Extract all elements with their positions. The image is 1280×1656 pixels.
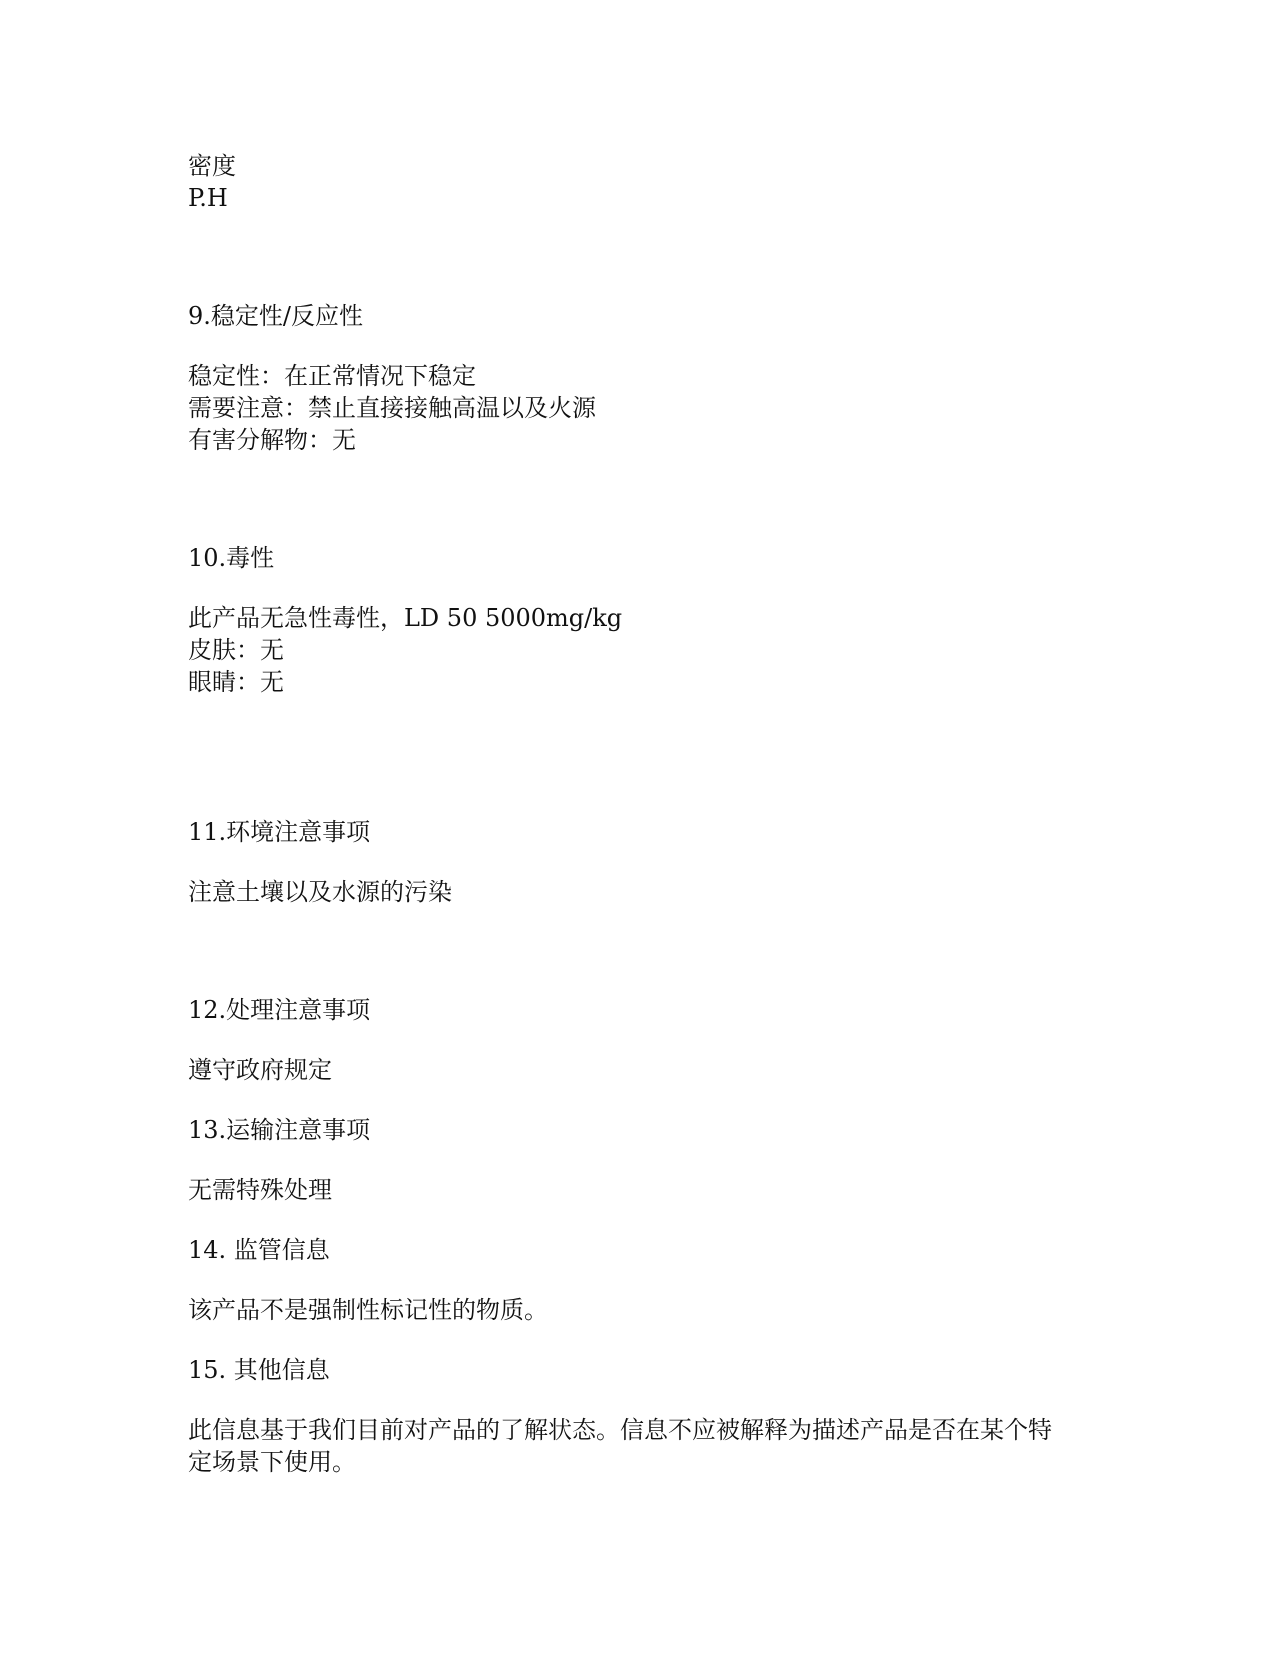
- decomposition-line: 有害分解物：无: [188, 426, 356, 454]
- stability-line: 稳定性：在正常情况下稳定: [188, 362, 476, 390]
- section-9-heading: 9.稳定性/反应性: [188, 302, 363, 330]
- toxicity-line: 此产品无急性毒性，LD 50 5000mg/kg: [188, 604, 623, 632]
- section-12-heading: 12.处理注意事项: [188, 996, 371, 1024]
- eyes-line: 眼睛：无: [188, 668, 284, 696]
- section-13-text: 无需特殊处理: [188, 1176, 332, 1204]
- density-label: 密度: [188, 152, 236, 180]
- section-14-heading: 14. 监管信息: [188, 1236, 330, 1264]
- section-13-heading: 13.运输注意事项: [188, 1116, 371, 1144]
- section-14-text: 该产品不是强制性标记性的物质。: [188, 1296, 548, 1324]
- document-page: [188, 150, 1108, 1478]
- section-15-heading: 15. 其他信息: [188, 1356, 330, 1384]
- ph-label: P.H: [188, 184, 228, 212]
- caution-line: 需要注意：禁止直接接触高温以及火源: [188, 394, 596, 422]
- skin-line: 皮肤：无: [188, 636, 284, 664]
- section-11-text: 注意土壤以及水源的污染: [188, 878, 452, 906]
- section-15-text-line-1: 此信息基于我们目前对产品的了解状态。信息不应被解释为描述产品是否在某个特: [188, 1416, 1052, 1444]
- section-11-heading: 11.环境注意事项: [188, 818, 371, 846]
- section-10-heading: 10.毒性: [188, 544, 275, 572]
- section-15-text-line-2: 定场景下使用。: [188, 1448, 356, 1476]
- section-12-text: 遵守政府规定: [188, 1056, 332, 1084]
